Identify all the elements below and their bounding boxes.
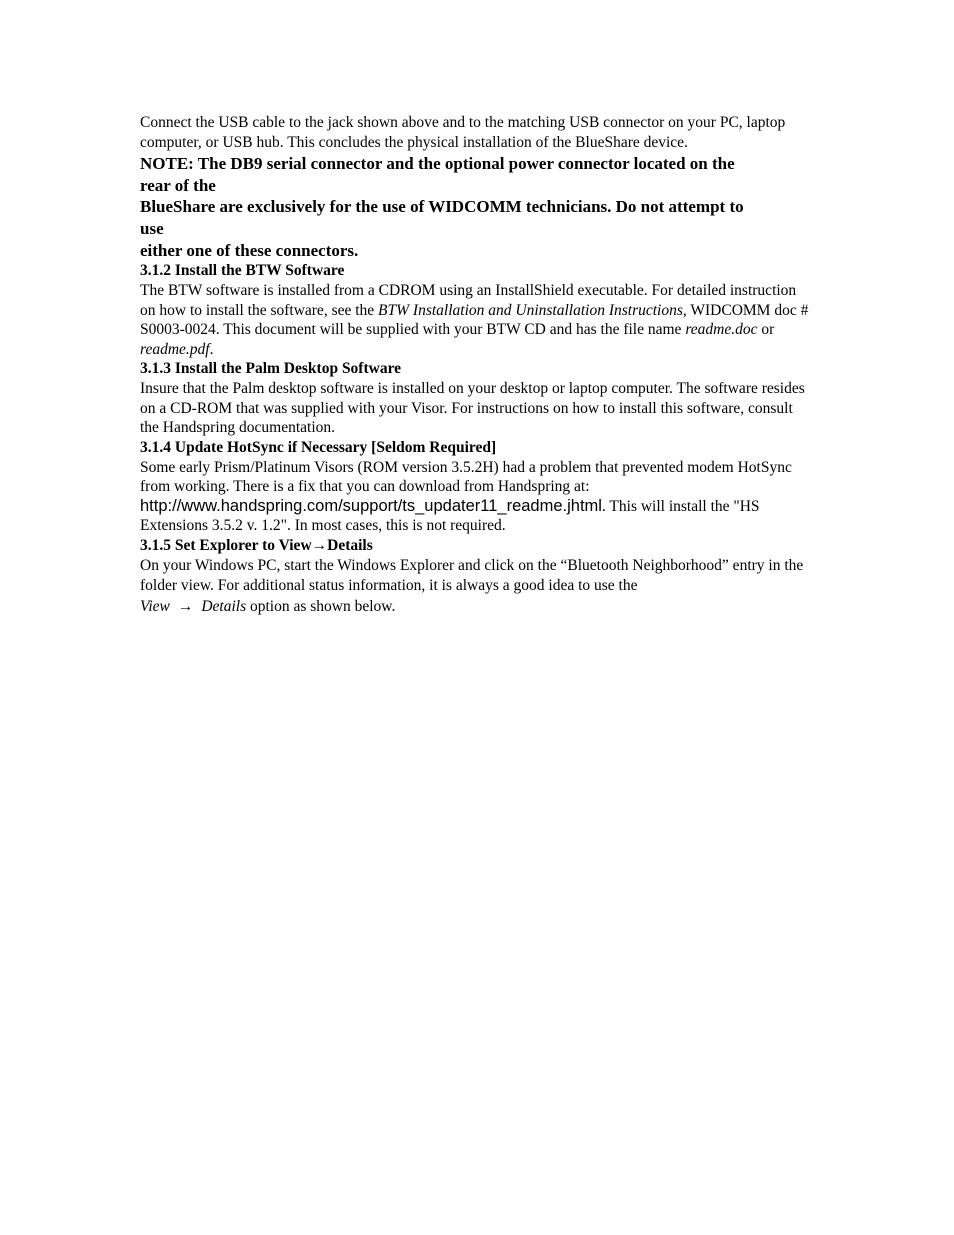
menu-view-italic: View [140,597,170,615]
section-body-3-1-3: Insure that the Palm desktop software is installed on your desktop or laptop computer. The software resides on a CD-ROM that was supplied with your Visor. For instructions on how to install this software, consult the Handspring documentation. [140,380,805,437]
section-body-3-1-4 [140,458,814,536]
text-run: Extensions 3.5.2 v. 1.2". In most cases, this is not required. [140,517,506,535]
text-run: , WIDCOMM doc # S0003-0024. This document will be supplied with your BTW CD and has the file name [140,301,809,339]
text-run: . This will install the "HS [601,497,760,515]
arrow-right-icon: → [177,597,194,615]
doc-title-italic: BTW Installation and Uninstallation Instructions [378,301,683,319]
text-run: On your Windows PC, start the Windows Explorer and click on the “Bluetooth Neighborhood” entry in the folder view. For additional status information, it is always a good idea to use the [140,556,804,595]
section-heading-3-1-2: 3.1.2 Install the BTW Software [140,262,345,280]
note-line-5: either one of these connectors. [140,240,359,260]
handspring-url-link[interactable]: http://www.handspring.com/support/ts_updater11_readme.jhtml [140,496,602,515]
text-run: . [209,340,214,358]
note-warning [140,153,814,261]
note-line-1: NOTE: The DB9 serial connector and the optional power connector located on the [140,154,735,174]
note-line-2: rear of the [140,175,216,195]
section-heading-3-1-3: 3.1.3 Install the Palm Desktop Software [140,360,402,378]
section-body-3-1-5 [140,556,814,618]
filename-readme-pdf: readme.pdf [140,340,210,358]
section-body-3-1-2 [140,281,814,359]
text-run: The BTW software is installed from a CDROM using an InstallShield executable. For detailed instruction on how to install the software, see the [140,281,797,319]
filename-readme-doc: readme.doc [685,321,758,339]
section-heading-3-1-5: 3.1.5 Set Explorer to View→Details [140,537,373,555]
usb-connection-paragraph: Connect the USB cable to the jack shown above and to the matching USB connector on your PC, laptop computer, or USB hub. This concludes the physical installation of the BlueShare device. [140,114,786,151]
document-page [140,113,814,617]
menu-details-italic: Details [201,597,247,615]
note-line-3: BlueShare are exclusively for the use of WIDCOMM technicians. Do not attempt to [140,197,744,217]
text-run: option as shown below. [246,597,396,615]
note-line-4: use [140,218,164,238]
text-run: Some early Prism/Platinum Visors (ROM version 3.5.2H) had a problem that prevented modem HotSync from working. There is a fix that you can download from Handspring at: [140,458,792,496]
text-run: or [757,321,775,339]
section-heading-3-1-4: 3.1.4 Update HotSync if Necessary [Seldom Required] [140,438,497,456]
